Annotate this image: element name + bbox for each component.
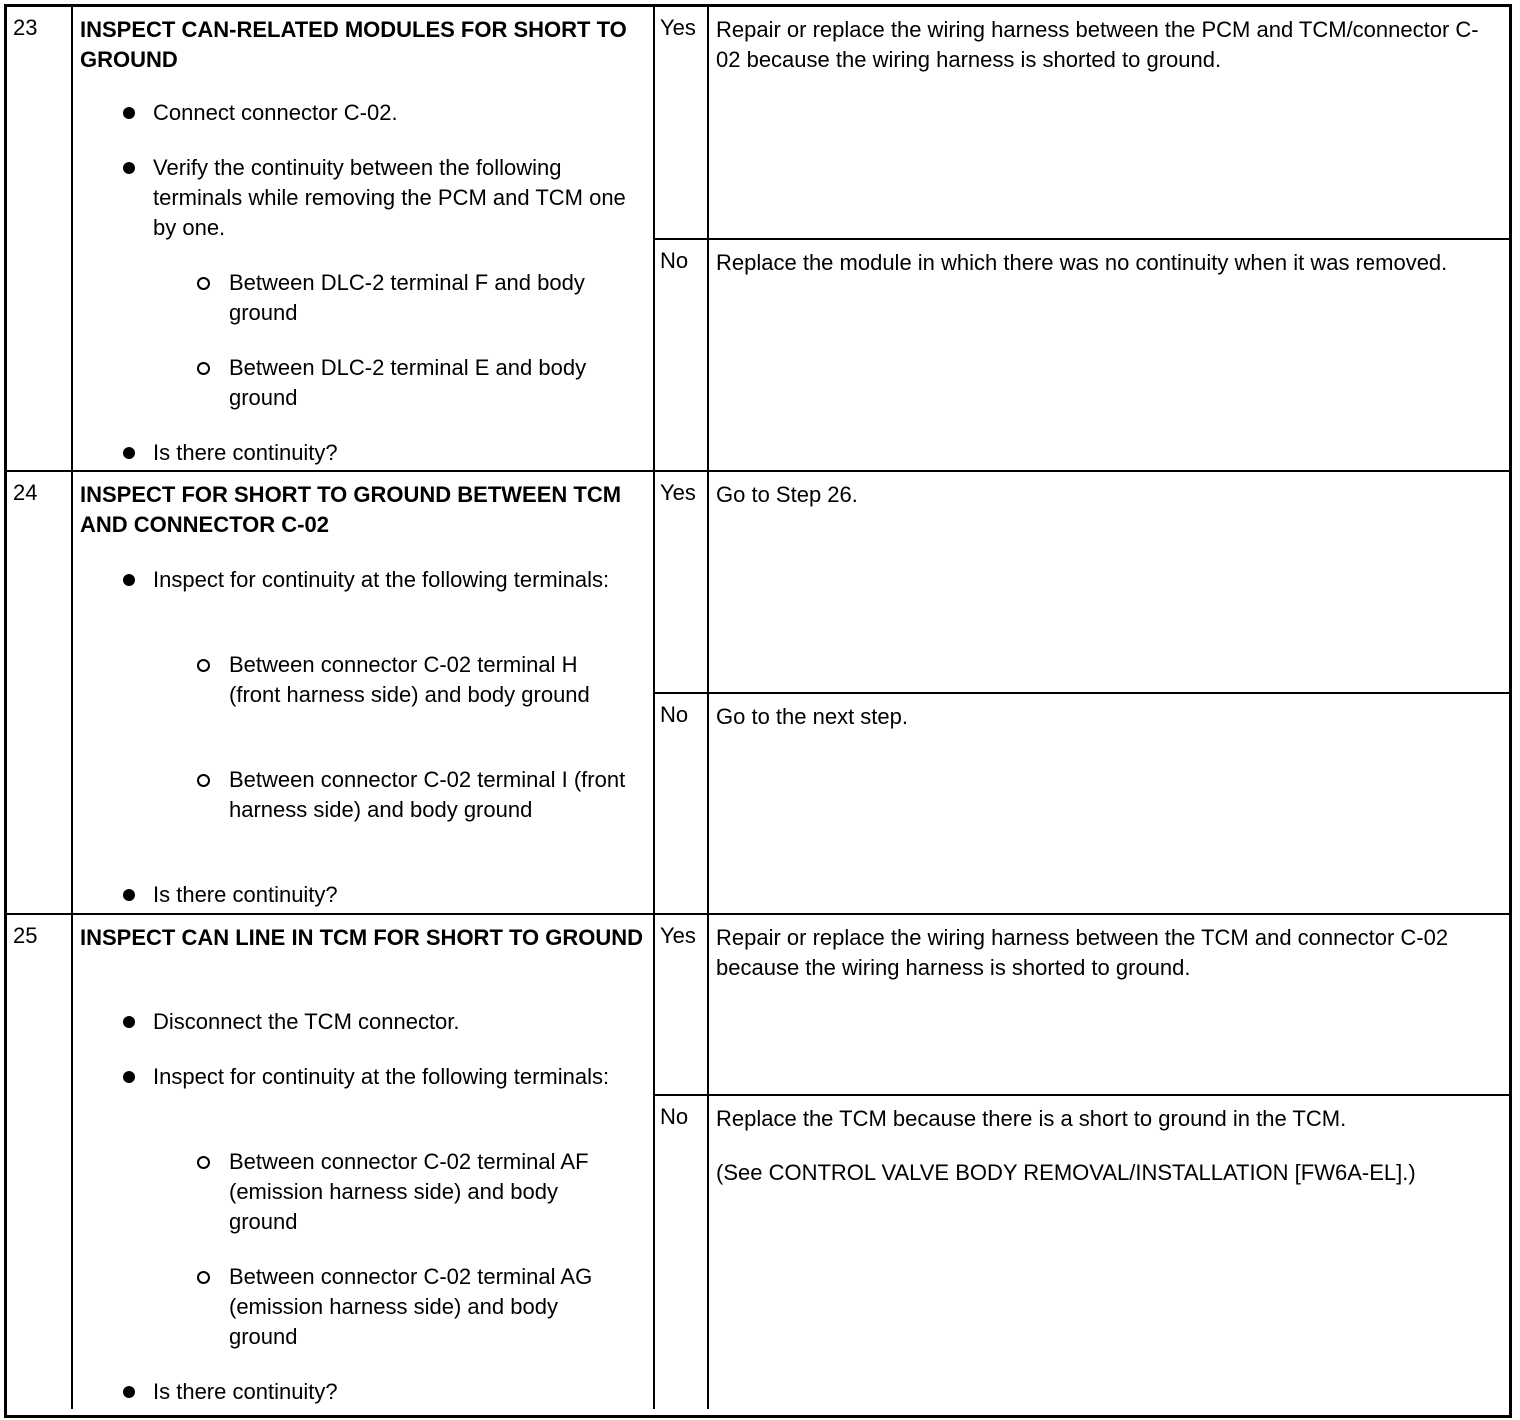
step-result-cell <box>655 7 1509 470</box>
bullet-icon <box>123 107 135 119</box>
yes-text: Repair or replace the wiring harness between the TCM and connector C-02 because the wiring harness is shorted to ground. <box>716 925 1449 980</box>
step-result-cell <box>655 472 1509 913</box>
sub-bullet-icon <box>197 1156 210 1169</box>
bullet-item: Inspect for continuity at the following terminals: <box>153 1062 633 1092</box>
sub-item: Between DLC-2 terminal E and body ground <box>229 353 629 413</box>
bullet-item: Inspect for continuity at the following terminals: <box>153 565 633 595</box>
result-yes <box>655 915 1509 1094</box>
bullet-icon <box>123 447 135 459</box>
step-action-cell <box>73 915 655 1409</box>
result-yes <box>655 472 1509 692</box>
no-text: Go to the next step. <box>716 704 909 729</box>
bullet-icon <box>123 889 135 901</box>
step-row-23 <box>7 7 1509 470</box>
bullet-icon <box>123 1071 135 1083</box>
sub-item: Between connector C-02 terminal AF (emission harness side) and body ground <box>229 1147 629 1237</box>
step-number-cell <box>7 915 73 1409</box>
result-no <box>655 1096 1509 1409</box>
no-label: No <box>660 248 689 273</box>
no-text-line: Replace the TCM because there is a short to ground in the TCM. <box>716 1106 1347 1131</box>
no-label: No <box>660 1104 689 1129</box>
sub-item: Between connector C-02 terminal H (front harness side) and body ground <box>229 650 629 710</box>
no-label: No <box>660 702 689 727</box>
bullet-item: Is there continuity? <box>153 438 633 468</box>
bullet-icon <box>123 1386 135 1398</box>
step-action-cell <box>73 472 655 913</box>
sub-bullet-icon <box>197 1271 210 1284</box>
step-row-24 <box>7 472 1509 913</box>
bullet-icon <box>123 162 135 174</box>
yes-text: Repair or replace the wiring harness between the PCM and TCM/connector C-02 because the wiring harness is shorted to ground. <box>716 17 1479 72</box>
sub-item: Between connector C-02 terminal AG (emission harness side) and body ground <box>229 1262 629 1352</box>
step-number-cell <box>7 472 73 913</box>
step-action-cell <box>73 7 655 470</box>
sub-item: Between connector C-02 terminal I (front harness side) and body ground <box>229 765 629 825</box>
yes-text: Go to Step 26. <box>716 482 858 507</box>
bullet-item: Connect connector C-02. <box>153 98 633 128</box>
no-text <box>716 1104 1501 1212</box>
bullet-item: Is there continuity? <box>153 880 633 910</box>
step-number: 24 <box>13 480 38 505</box>
step-title: INSPECT CAN LINE IN TCM FOR SHORT TO GROUND <box>80 925 644 950</box>
bullet-icon <box>123 1016 135 1028</box>
result-yes <box>655 7 1509 238</box>
step-number: 23 <box>13 15 38 40</box>
step-row-25 <box>7 915 1509 1409</box>
bullet-icon <box>123 574 135 586</box>
bullet-item: Disconnect the TCM connector. <box>153 1007 633 1037</box>
yes-label: Yes <box>660 15 696 40</box>
yes-label: Yes <box>660 480 696 505</box>
sub-bullet-icon <box>197 277 210 290</box>
step-number-cell <box>7 7 73 470</box>
step-result-cell <box>655 915 1509 1409</box>
step-title: INSPECT FOR SHORT TO GROUND BETWEEN TCM AND CONNECTOR C-02 <box>80 482 622 537</box>
step-title: INSPECT CAN-RELATED MODULES FOR SHORT TO GROUND <box>80 17 627 72</box>
sub-item: Between DLC-2 terminal F and body ground <box>229 268 629 328</box>
step-number: 25 <box>13 923 38 948</box>
bullet-item: Verify the continuity between the following terminals while removing the PCM and TCM one by one. <box>153 153 633 243</box>
sub-bullet-icon <box>197 362 210 375</box>
bullet-item: Is there continuity? <box>153 1377 633 1407</box>
no-text: Replace the module in which there was no continuity when it was removed. <box>716 250 1448 275</box>
diagnostic-table <box>4 4 1512 1418</box>
reference-link[interactable]: (See CONTROL VALVE BODY REMOVAL/INSTALLATION [FW6A-EL].) <box>716 1160 1416 1185</box>
sub-bullet-icon <box>197 659 210 672</box>
sub-bullet-icon <box>197 774 210 787</box>
result-no <box>655 240 1509 470</box>
result-no <box>655 694 1509 913</box>
yes-label: Yes <box>660 923 696 948</box>
